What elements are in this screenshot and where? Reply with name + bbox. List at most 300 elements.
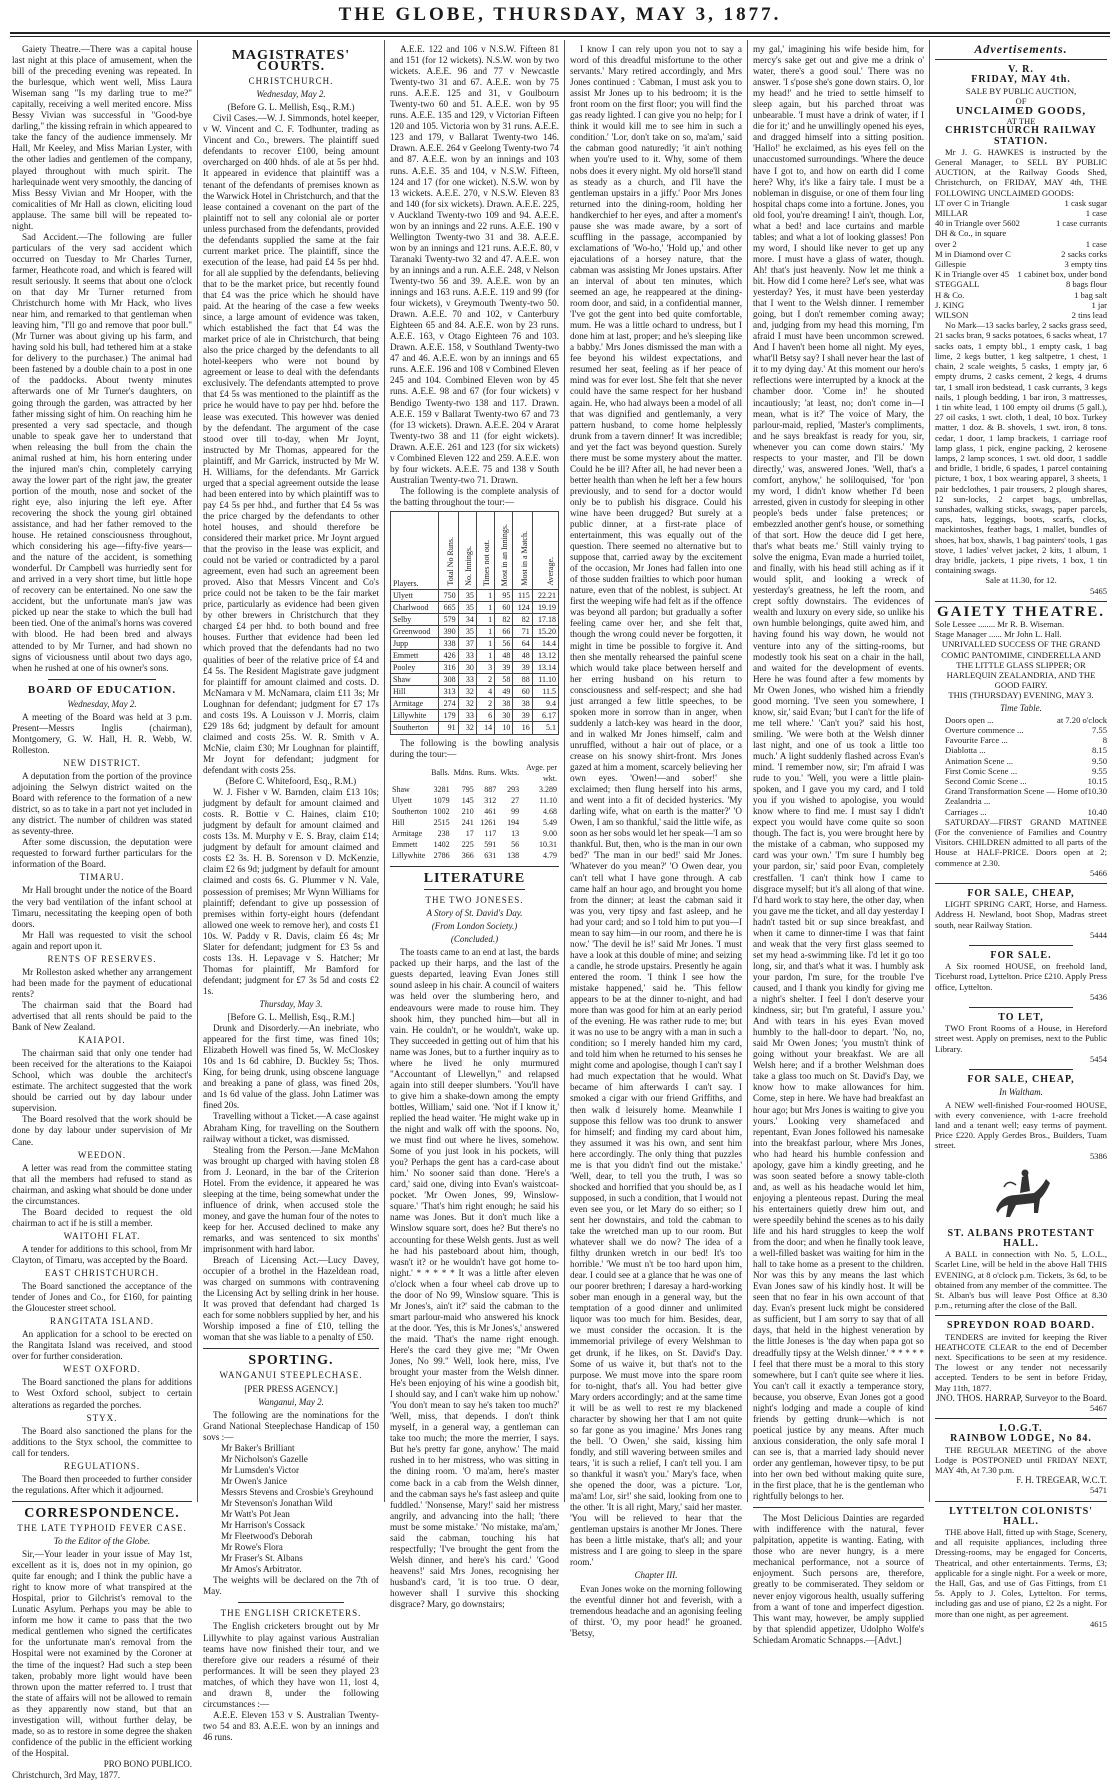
table-cell: 10.31 [539,839,557,849]
time-row [935,735,1107,745]
table-cell: 795 [461,784,474,794]
time-event: Carriages ... [945,806,987,817]
table-cell: 4.79 [543,851,557,860]
lot-description: 1 cask sugar [1064,197,1107,208]
for-sale-paragraph: LIGHT SPRING CART, Horse, and Harness. Address H. Newland, boot Shop, Madras street south, near Railway Station. [935,899,1107,930]
table-cell: 591 [484,839,497,849]
table-cell: Southerton [392,806,428,816]
table-cell: 4 [476,686,494,698]
divider [935,1418,1107,1419]
time-event: Grand Transformation Scene — Home of Zealandria ... [945,786,1088,807]
table-cell: 1 [476,589,494,601]
paragraph: A deputation from the portion of the province adjoining the Selwyn district waited on the Board with reference to the formation of a new district, so as to take in a part not yet included in any district. The number of children was stated as seventy-three. [12,771,192,837]
table-cell: 4.68 [543,806,557,816]
masthead-title: THE GLOBE, THURSDAY, MAY 3, 1877. [338,4,782,25]
bowling-header: Wkts. [500,768,520,778]
batting-header [513,511,532,589]
lyttelton-paragraph: THE above Hall, fitted up with Stage, Scenery, and all requisite appliances, including three Dressing-rooms, may be engaged for Concerts, Theatrical, and other entertainments. Terms, £3; applicable for a single night. For a week or more, the Hall, Gas, and use of Gas Fittings, from £1 5s. Apply to J. Coles, Lyttelton. For terms, including gas and use of piano, £2 2s a night. For more than one night, as per agreement. [935,1527,1107,1619]
schiedam-advert: The Most Delicious Dainties are regarded with indifference with the natural, fever palpitation, appetite is wanting. Eating, with those who are never hungry, is a mere mechanical performance, not a source of enjoyment. Such persons are, therefore, greatly to be commiserated. They seldom or never enjoy vigorous health, usually suffering from a want of tone and imperfect digestion. This want may, however, be amply supplied by that splendid appetizer, Udolpho Wolfe's Schiedam Aromatic Schnapps.—[Advt.] [753,1513,924,1645]
lot-description: 1 case [1085,238,1107,249]
table-row [390,806,559,817]
time-value: 9.55 [1091,765,1107,776]
for-sale-paragraph: A Six roomed HOUSE, on freehold land, Ticehurst road, Lyttelton. Price £210. Apply Press office, Lyttelton. [935,961,1107,992]
list-item: Mr Harrison's Cossack [221,1520,305,1531]
story-title: THE TWO JONESES. [425,895,524,906]
table-cell: 124 [513,602,532,614]
table-cell: Hill [392,817,405,827]
column-6-advertisements [935,42,1107,1629]
batting-header-label: Most in an Innings. [500,523,510,586]
correspondence-signature: PRO BONO PUBLICO. [103,1758,192,1769]
batting-header-label: Average. [545,557,555,586]
time-row [935,715,1107,725]
board-of-education-heading: BOARD OF EDUCATION. [27,683,177,696]
divider [935,601,1107,602]
lot-item [935,300,1107,310]
divider [424,889,525,890]
table-cell: Southerton [391,722,439,734]
table-cell: 1 [476,626,494,638]
list-item: Mr Lumsden's Victor [221,1464,299,1475]
lot-mark: STEGGALL [935,279,980,290]
divider [753,1507,924,1508]
table-cell: 274 [439,698,458,710]
bowling-header: Runs. [477,768,497,778]
lot-item [935,259,1107,269]
table-row [390,784,559,795]
column-divider [384,40,385,1502]
horse-rider-illustration-icon [986,1165,1056,1225]
time-value: 9.50 [1091,755,1107,766]
table-row [390,795,559,806]
paragraph: The Board decided to request the old chairman to act if he is still a member. [12,1206,192,1228]
story-concluded: (Concluded.) [450,934,499,945]
batting-header [476,511,494,589]
table-cell: 1402 [433,839,450,849]
table-cell: 115 [513,589,532,601]
divider [969,1069,1072,1070]
table-cell: 3.289 [539,784,557,794]
table-cell: 22.21 [532,589,558,601]
table-cell: 579 [439,614,458,626]
divider [935,59,1107,60]
ad-number: 5454 [1090,1053,1107,1064]
table-cell: 2786 [433,851,450,860]
table-row [391,626,559,638]
paragraph: The English cricketers brought out by Mr Lillywhite to play against various Australian teams have now finished their tour, and we therefore give our readers a résumé of their performances. It will be seen they played 23 matches, of which they have won 11, lost 4, and drawn 8, under the following circumstances :— [203,1621,379,1709]
table-cell: 238 [437,828,450,838]
cricket-results: A.E.E. 122 and 106 v N.S.W. Fifteen 81 and 151 (for 12 wickets). N.S.W. won by two wickets. A.E.E. 96 and 77 v Newcastle Twenty-two 31 and 67. A.E.E. won by 75 runs. A.E.E. 125 and 31, v Goulbourn Twenty-two 60 and 51. A.E.E. won by 95 runs. A.E.E. 135 and 129, v Victorian Fifteen 120 and 105. Victoria won by 31 runs. A.E.E. 123 and 179, v Ballarat Twenty-two 146. Drawn. A.E.E. 264 v Geelong Twenty-two 74 and 87. A.E.E. won by an innings and 103 runs. A.E.E. 35 and 104, v N.S.W. Fifteen, 124 and 17 (for one wicket). N.S.W. won by 13 wickets. A.E.E. 270, v N.S.W. Eleven 83 and 140 (for six wickets). Drawn. A.E.E. 225, v Auckland Twenty-two 109 and 94. A.E.E. won by an innings and 22 runs. A.E.E. 190 v Wellington Twenty-two 31 and 38. A.E.E. won by an innings and 121 runs. A.E.E. 80, v Taranaki Twenty-two 32 and 47. A.E.E. won by an innings and a run. A.E.E. 248, v Nelson Twenty-two 56 and 39. A.E.E. won by an innings and 163 runs. A.E.E. 119 and 99 (for four wickets), v Greymouth Twenty-two 50. Drawn. A.E.E. 70 and 102, v Canterbury Eighteen 65 and 84. A.E.E. won by 23 runs. A.E.E. 163, v Otago Eighteen 76 and 103. Drawn. A.E.E. 158, v Southland Twenty-two 47 and 46. A.E.E. won by an innings and 65 runs. A.E.E. 196 and 108 v Combined Eleven 245 and 104. Combined Eleven won by 45 runs. A.E.E. 98 and 67 (for four wickets) v Bendigo Twenty-two 138 and 117. Drawn. A.E.E. 159 v Ballarat Twenty-two 67 and 73 (for 13 wickets). Drawn. A.E.E. 204 v Ararat Twenty-two 38 and 11 (for eight wickets). Drawn. A.E.E. 261 and 123 (for six wickets) v Combined Eleven 122 and 259. A.E.E. won by four wickets. A.E.E. 75 and 138 v South Australian Twenty-two 71. Drawn. [390,44,559,485]
table-cell: 13.12 [532,650,558,662]
for-sale-heading: FOR SALE, CHEAP, [967,1074,1075,1086]
time-event: Animation Scene ... [945,755,1014,766]
for-sale-location: In Waltham. [999,1087,1043,1098]
subheading: KAIAPOI. [78,1035,126,1046]
column-1 [12,44,192,1780]
bowling-header: Avge. per wkt. [526,762,557,783]
sad-accident-paragraph: Sad Accident.—The following are fuller particulars of the very sad accident which occurred on Tuesday to Mr Charles Turner, farmer, Heathcote road, and which is feared will result seriously. It seems that about one o'clock on that day Mr Turner returned from Christchurch home with Mr Hack, who lives near him, and remarked to that gentleman when leaving him, "I'll go and remove that poor bull." (Mr Turner was about giving up his farm, and having sold his bull, had tethered him at a stake for delivery to the purchaser.) The animal had been fastened by a double chain to a post in one of the paddocks. About twenty minutes afterwards one of Mr Turner's daughters, on going through the garden, was attracted by her father missing sight of him. On reaching him he presented a very sad spectacle, and though unable to speak gave her to understand that when releasing the bull from the chain the animal rushed at him, his horn entering under the injured man's chin, completely carrying away the lower part of the right jaw, the greater portion of the mouth, nose and socket of the right eye, also injuring the left eye. After recovering the shock the young girl obtained assistance, and had her father removed to the house. He retained consciousness throughout, which considering his age—fifty-five years—and the nature of the accident, is something wonderful. Dr Campbell was hurriedly sent for and arrived in a very short time, but little hope of recovery can be entertained. No one saw the accident, but the unfortunate man's jaw was picked up near the stake to which the bull had been tied. One of the animal's horns was covered with blood. He had been bred and always attended to by Mr Turner, and had shown no signs of viciousness until about two days ago, when he rushed at one of his owner's sons. [12,231,192,673]
lot-item [935,279,1107,289]
time-event: Overture commence ... [945,725,1024,735]
paragraph: After some discussion, the deputation were requested to forward further particulars for the information of the Board. [12,837,192,870]
divider [935,883,1107,884]
table-cell: 1 [476,614,494,626]
lot-mark: Gillespie [935,259,967,270]
table-cell: 88 [513,674,532,686]
list-item: Mr Fraser's St. Albans [221,1553,303,1564]
time-event: Doors open ... [945,714,994,725]
correspondence-title: THE LATE TYPHOID FEVER CASE. [17,1522,187,1533]
to-let-paragraph: TWO Front Rooms of a House, in Hereford street west. Apply on premises, next to the Public Library. [935,1023,1107,1054]
table-cell: 35 [458,589,476,601]
table-cell: Emmett [391,650,439,662]
subheading: THE ENGLISH CRICKETERS. [220,1608,362,1619]
table-cell: Ulyett [392,795,412,805]
table-cell: 312 [484,795,497,805]
masthead-rule [10,32,1110,34]
board-date: Wednesday, May 2. [67,698,137,709]
table-cell: 11.10 [539,795,557,805]
table-row [391,686,559,698]
bowling-header: Balls. [431,768,450,778]
bowling-header [390,762,429,784]
table-cell: 48 [513,650,532,662]
time-row [935,786,1107,806]
table-cell: Armitage [392,828,423,838]
paragraph: Travelling without a Ticket.—A case against Abraham King, for travelling on the Southern railway without a ticket, was dismissed. [203,1111,379,1144]
gaiety-unrivalled: UNRIVALLED SUCCESS OF THE GRAND COMIC PANTOMIME, CINDERELLA AND THE LITTLE GLASS SLIPPER; OR HARLEQUIN ZEALANDRIA, AND THE GOOD FAIRY. [941,639,1101,691]
table-cell: 14 [476,722,494,734]
list-item: Mr Stevenson's Jonathan Wild [221,1498,333,1508]
table-cell: 32 [458,722,476,734]
ad-number: 5467 [1090,1402,1107,1413]
paragraph: An application for a school to be erected on the Rangitata Island was received, and stood over for further consideration. [12,1329,192,1362]
table-cell: 60 [513,686,532,698]
lots-list [935,198,1107,320]
subheading: TIMARU. [79,872,125,883]
lot-description: 8 bags flour [1065,279,1107,290]
advertisements-heading: Advertisements. [974,42,1068,56]
table-cell: 30 [495,710,513,722]
paragraph: Mr Rolleston asked whether any arrangement had been made for the payment of educational rents? [12,966,192,999]
sporting-heading: SPORTING. [248,1353,334,1369]
divider [969,1007,1072,1008]
unclaimed-goods: UNCLAIMED GOODS, [955,105,1087,118]
table-cell: 6.17 [532,710,558,722]
story-body: Evan Jones woke on the morning following the eventful dinner hot and feverish, with a tremendous headache and an agonising feeling of thirst. 'O, my poor head!' he groaned. 'Betsy, [570,1583,742,1638]
table-cell: 117 [484,828,497,838]
time-row [935,776,1107,786]
time-table [935,715,1107,817]
table-cell: Armitage [391,698,439,710]
iogt-heading: I.O.G.T. [999,1423,1043,1435]
spreydon-heading: SPREYDON ROAD BOARD. [946,1320,1096,1332]
time-row [935,745,1107,755]
batting-header [391,511,439,589]
table-cell: 179 [439,710,458,722]
lot-item [935,239,1107,249]
gaiety-evening: THIS (THURSDAY) EVENING, MAY 3. [948,690,1094,701]
paragraph: The Board sanctioned the plans for additions to West Oxford school, subject to certain alterations as regarded the porches. [12,1377,192,1410]
batting-header-label: Times not out. [482,539,492,586]
magistrates-courts-heading: MAGISTRATES' COURTS. [231,48,351,75]
rainbow-paragraph: THE REGULAR MEETING of the above Lodge is POSTPONED until FRIDAY NEXT, MAY 4th, At 7.30 p.m. [935,1444,1107,1475]
date: Wanganui, May 2. [258,1396,324,1407]
paragraph: Mr Hall brought under the notice of the Board the very bad ventilation of the infant school at Timaru, necessitating the keeping open of both doors. [12,885,192,929]
before-line: (Before G. L. Mellish, Esq., R.M.) [227,102,355,113]
for-sale-heading: FOR SALE. [990,950,1052,962]
table-cell: 32 [458,686,476,698]
table-row [391,698,559,710]
time-row [935,725,1107,735]
for-sale-heading: FOR SALE, CHEAP, [967,888,1075,900]
time-event: Favourite Farce ... [945,735,1008,746]
for-sale-paragraph: A NEW well-finished Four-roomed HOUSE, with every convenience, with 1-acre freehold land and a tenant well; easy terms of payment. Price £220. Apply Gerdes Bros., Builders, Tuam street. [935,1099,1107,1151]
no-mark-paragraph: No Mark—13 sacks barley, 2 sacks grass seed, 21 sacks bran, 9 sacks potatoes, 6 sacks wheat, 17 sacks oats, 1 empty bbl., 1 empty cask, 1 bag lime, 2 kegs butter, 1 keg saltpetre, 1 chest, 1 chain, 2 scale weights, 5 casks, 1 empty jar, 6 empty drums, 2 casks cement, 2 kegs, 4 drums tar, 1 small iron bedstead, 1 cask currants, 3 kegs nails, 1 plough bedding, 1 bar iron, 3 mattresses, 1 tin white lead, 1 100 empty oil drums (5 gall.), 27 oil casks, 1 swt. cloth, 1 deal, 10 box. Turkey matter, 1 doz. & B. shovels, 1 swt. iron, 8 tons. cedar, 1 door, 1 lamp brackets, 1 carriage roof lamp glass, 1 pick, engine packing, 2 kerosene lamps, 2 lamp sconces, 1 swt. old door, 1 saddle and bridle, 1 bridle, 6 spades, 1 parcel containing picture, 1 box, 1 box wearing apparel, 3 sheets, 1 pair bedclothes, 1 pair trousers, 2 plough shares, 12 sun-locks, 2 carpet bags, umbrellas, sunshades, walking sticks, swags, paper parcels, caps, hats, leggings, boots, scarfs, clocks, mackintoshes, feather bags, 1 mallet, bundles of shoes, hat box, shawls, 1 bag painters' tools, 1 gas stove, 1 ladies' velvet jacket, 2 kits, 1 album, 1 dray bridle, jackets, 1 pipe rivets, 1 box, 1 tin containing swags. [935,320,1107,576]
batting-header [532,511,558,589]
column-4 [570,44,742,1638]
lot-item [935,290,1107,300]
lot-description: 2 sacks corks [1061,248,1107,259]
table-cell: 16 [513,722,532,734]
table-cell: 38 [513,698,532,710]
divider [935,1315,1107,1316]
lyttelton-hall-heading: LYTTELTON COLONISTS' HALL. [949,1505,1093,1527]
date: Thursday, May 3. [259,998,323,1009]
table-cell: 32 [458,698,476,710]
divider [238,1602,344,1603]
table-cell: 17 [465,828,474,838]
ad-number: 5436 [1090,991,1107,1002]
table-cell: 38 [495,698,513,710]
table-row [391,710,559,722]
story-subtitle: A Story of St. David's Day. [426,908,523,919]
paragraph: A.E.E. Eleven 153 v S. Australian Twenty-two 54 and 83. A.E.E. won by an innings and 46 runs. [203,1709,379,1742]
time-row [935,756,1107,766]
subheading: RENTS OF RESERVES. [47,953,157,964]
lot-mark: DH & Co., in square [935,228,1007,239]
lot-item [935,310,1107,320]
table-row [391,638,559,650]
paragraph: The following are the nominations for the Grand National Steeplechase Handicap of 150 sovs :— [203,1409,379,1442]
table-cell: 631 [484,851,497,860]
table-cell: Lillywhite [391,710,439,722]
table-cell: 1261 [480,817,497,827]
subheading: NEW DISTRICT. [63,757,141,768]
divider [390,866,559,867]
list-item: Mr Watt's Pot Jean [221,1509,290,1520]
time-event: Diablotta ... [945,745,986,756]
divider [203,1348,379,1349]
story-source: (From London Society.) [431,921,518,932]
to-let-heading: TO LET, [998,1012,1044,1024]
table-cell: 9.00 [543,828,557,838]
subheading: WANGANUI STEEPLECHASE. [219,1370,363,1381]
table-cell: 308 [439,674,458,686]
correspondence-date: Christchurch, 3rd May, 1877. [12,1769,121,1780]
lot-description: 1 case currants [1055,218,1107,229]
lot-item [935,269,1107,279]
spreydon-signature: JNO. THOS. HARRAP, Surveyor to the Board. [936,1392,1107,1403]
lot-description: 1 cabinet box, under bond [1017,269,1107,280]
column-divider [747,40,748,1502]
ad-number: 4615 [1090,1618,1107,1629]
table-cell: 37 [458,638,476,650]
table-cell: Charlwood [391,602,439,614]
paragraph: Stealing from the Person.—Jane McMahon was brought up charged with having stolen £8 from J. Leonard, in the bar of the Criterion Hotel. From the evidence, it appeared he was sleeping at the time, being somewhat under the influence of drink, when accused stole the money, and gave the human four of the notes to keep for her. Accused declined to make any remarks, and was sentenced to six months' imprisonment with hard labor. [203,1144,379,1255]
vr-line: V. R. [1008,64,1034,76]
masthead-rule-thin [10,36,1110,37]
table-cell: 1079 [433,795,450,805]
lot-item [935,198,1107,208]
table-cell: 39 [495,662,513,674]
time-value: 10.15 [1087,776,1107,787]
paragraph: Mr Hall was requested to visit the school again and report upon it. [12,929,192,951]
table-cell: 15.20 [532,626,558,638]
time-value: 7.55 [1091,725,1107,735]
list-item: Mr Nicholson's Gazelle [221,1453,308,1464]
sale-title: SALE BY PUBLIC AUCTION, [965,85,1077,96]
paragraph: The Board resolved that the work should be done by day labour under supervision of Mr Cane. [12,1114,192,1147]
bowling-header: Mdns. [453,768,474,778]
railway-station: CHRISTCHURCH RAILWAY STATION. [945,125,1097,147]
table-cell: 9.4 [532,698,558,710]
table-cell: 2 [476,698,494,710]
bowling-table [390,762,559,861]
table-cell: Shaw [392,784,410,794]
table-cell: 2 [476,674,494,686]
nominations-list [203,1443,379,1576]
table-cell: 64 [513,638,532,650]
subheading: EAST CHRISTCHURCH. [44,1268,160,1279]
table-cell: 33 [458,710,476,722]
table-cell: 10 [495,722,513,734]
lot-item [935,228,1107,238]
lot-description: 1 jar [1091,299,1107,310]
press-agency: [PER PRESS AGENCY.] [244,1383,338,1394]
table-cell: 461 [484,806,497,816]
lot-mark: MILLAR [935,208,968,219]
table-cell: 14.4 [532,638,558,650]
table-cell: 138 [507,851,520,860]
batting-header-label: Players. [393,578,419,588]
batting-header [458,511,476,589]
table-cell: Emmett [392,839,418,849]
table-cell: 316 [439,662,458,674]
table-cell: 210 [461,806,474,816]
ad-number: 5466 [1090,867,1107,878]
table-cell: Hill [391,686,439,698]
date: Wednesday, May 2. [256,89,326,100]
table-cell: Greenwood [391,626,439,638]
table-cell: Pooley [391,662,439,674]
gaiety-theatre-paragraph: Gaiety Theatre.—There was a capital house last night at this place of amusement, when the bill of the preceding evening was repeated. In the burlesque, which went well, Miss Laura Wiseman sang "Is my darling true to me?" capitally, receiving a well merited encore. Miss Bessy Vivian was successful in "Good-bye darling," the kissing refrain in which appeared to take the fancy of the audience immensely. Mr Hall, Mr Keeley, and Miss Marian Lyster, with the other ladies and gentlemen of the company, played throughout with much spirit. The harlequinade went very smoothly, the dancing of Miss Bessy Vivian and Mr Hooper, with the comicalities of Mr Hall as clown, eliciting loud applause. The same bill will be repeated to-night. [12,44,192,231]
subheading: WEST OXFORD. [63,1364,141,1375]
time-table-heading: Time Table. [1000,702,1042,713]
table-cell: 11.5 [532,686,558,698]
time-value: at 7.20 o'clock [1057,714,1107,725]
table-cell: 293 [507,784,520,794]
divider [935,1501,1107,1502]
table-cell: Selby [391,614,439,626]
lot-mark: 40 in Triangle over 5602 [935,218,1020,229]
at-the: AT THE [1006,116,1036,127]
lot-item [935,208,1107,218]
lot-mark: WILSON [935,310,969,321]
paragraph: The Board also sanctioned the plans for the additions to the Styx school, the committee to call for tenders. [12,1425,192,1458]
paragraph: The weights will be declared on the 7th of May. [203,1575,379,1597]
table-cell: 35 [458,602,476,614]
lot-description: 1 bag salt [1074,289,1107,300]
lot-mark: LT over C in Triangle [935,197,1010,208]
table-cell: 39 [513,710,532,722]
st-albans-heading: ST. ALBANS PROTESTANT HALL. [947,1227,1095,1249]
batting-header-label: Most in a Match. [519,531,529,586]
lessee-line: Sole Lessee ........ Mr R. B. Wiseman. [935,618,1065,629]
table-cell: 887 [484,784,497,794]
civil-cases-paragraph-2: W. J. Fisher v W. Barnden, claim £13 10s; judgment by default for amount claimed and costs. R. Bottie v C. Haines, claim £10; judgment by default for amount claimed and costs 13s. M. Murphy v E. S. Bray, claim £14; judgment by default for amount claimed and costs £2 3s. H. B. Sorenson v D. McKenzie, claim £2 6s 9d; judgment by default for amount claimed and costs 6s. G. Plummer v N. Vale, possession of premises; Mr Wynn Williams for plaintiff; defendant to give up possession of premises within forty-eight hours (defendant allowed one week to remove her), and costs £1 10s. W. Paddy v R. Davis, claim £6 4s; Mr Slater for defendant; judgment for £3 5s and costs 13s. H. Lepavage v S. Hatcher; Mr Thomas for plaintiff, Mr Bamford for defendant; judgment for £7 3s 5d and costs £2 1s. [203,787,379,996]
table-cell: 390 [439,626,458,638]
table-cell: 17.18 [532,614,558,626]
paragraph: The chairman said that the Board had advertised that all rents should be paid to the Bank of New Zealand. [12,999,192,1033]
time-value: 8.15 [1091,745,1107,756]
table-cell: Ulyett [391,589,439,601]
table-row [391,650,559,662]
batting-header-label: Total No Runs. [445,537,455,586]
time-event: Second Comic Scene ... [945,776,1027,787]
subheading: RANGITATA ISLAND. [49,1316,155,1327]
time-value: 10.40 [1087,806,1107,817]
lot-mark: over 2 [935,238,957,249]
rainbow-lodge-heading: RAINBOW LODGE, No 84. [950,1433,1092,1445]
sale-time: Sale at 11.30, for 12. [985,575,1057,586]
table-row [391,662,559,674]
paragraph: A tender for additions to this school, from Mr Clayton, of Timaru, was accepted by the Board. [12,1243,192,1265]
table-cell: 19.19 [532,602,558,614]
column-5 [753,44,924,1645]
table-cell: 3 [476,662,494,674]
batting-header [495,511,513,589]
batting-header-label: No. Innings. [463,546,473,586]
batting-table [390,511,559,735]
time-event: First Comic Scene ... [945,765,1018,776]
table-cell: 99 [511,806,520,816]
before-line: [Before G. L. Mellish, Esq., R.M.] [227,1012,355,1023]
subheading: REGULATIONS. [63,1460,141,1471]
ad-number: 5465 [1090,585,1107,596]
paragraph: A letter was read from the committee stating that all the members had refused to stand as chairman, and asking what should be done under the circumstances. [12,1162,192,1206]
batting-header [439,511,458,589]
table-cell: 91 [439,722,458,734]
table-row [391,674,559,686]
table-cell: 48 [495,650,513,662]
table-cell: 5.49 [543,817,557,827]
table-cell: 194 [507,817,520,827]
table-cell: 366 [461,851,474,860]
batting-intro: The following is the complete analysis of the batting throughout the tour:— [390,485,559,507]
column-3 [390,44,560,1610]
table-cell: 426 [439,650,458,662]
spreydon-paragraph: TENDERS are invited for keeping the River HEATHCOTE CLEAR to the end of December next. Specifications to be seen at my residence. The lowest or any tender not necessarily accepted. Tenders to be sent in before Friday, May 11th, 1877. [935,1331,1107,1393]
table-cell: 35 [458,626,476,638]
table-cell: 30 [458,662,476,674]
list-item: Mr Fleetwood's Deborah [221,1531,313,1542]
st-albans-paragraph: A BALL in connection with No. 5, L.O.L., Scarlet Line, will be held in the above Hall THIS EVENING, at 8 o'clock p.m. Tickets, 3s 6d, to be obtained from any member of the committee. The St. Alban's bus will leave Post Office at 8.30 p.m., returning after the close of the Ball. [935,1249,1107,1311]
list-item: Mr Amos's Arbitrator. [221,1564,302,1575]
column-divider [197,40,198,1502]
table-cell: 1 [476,650,494,662]
lot-mark: M in Diamond over C [935,248,1011,259]
